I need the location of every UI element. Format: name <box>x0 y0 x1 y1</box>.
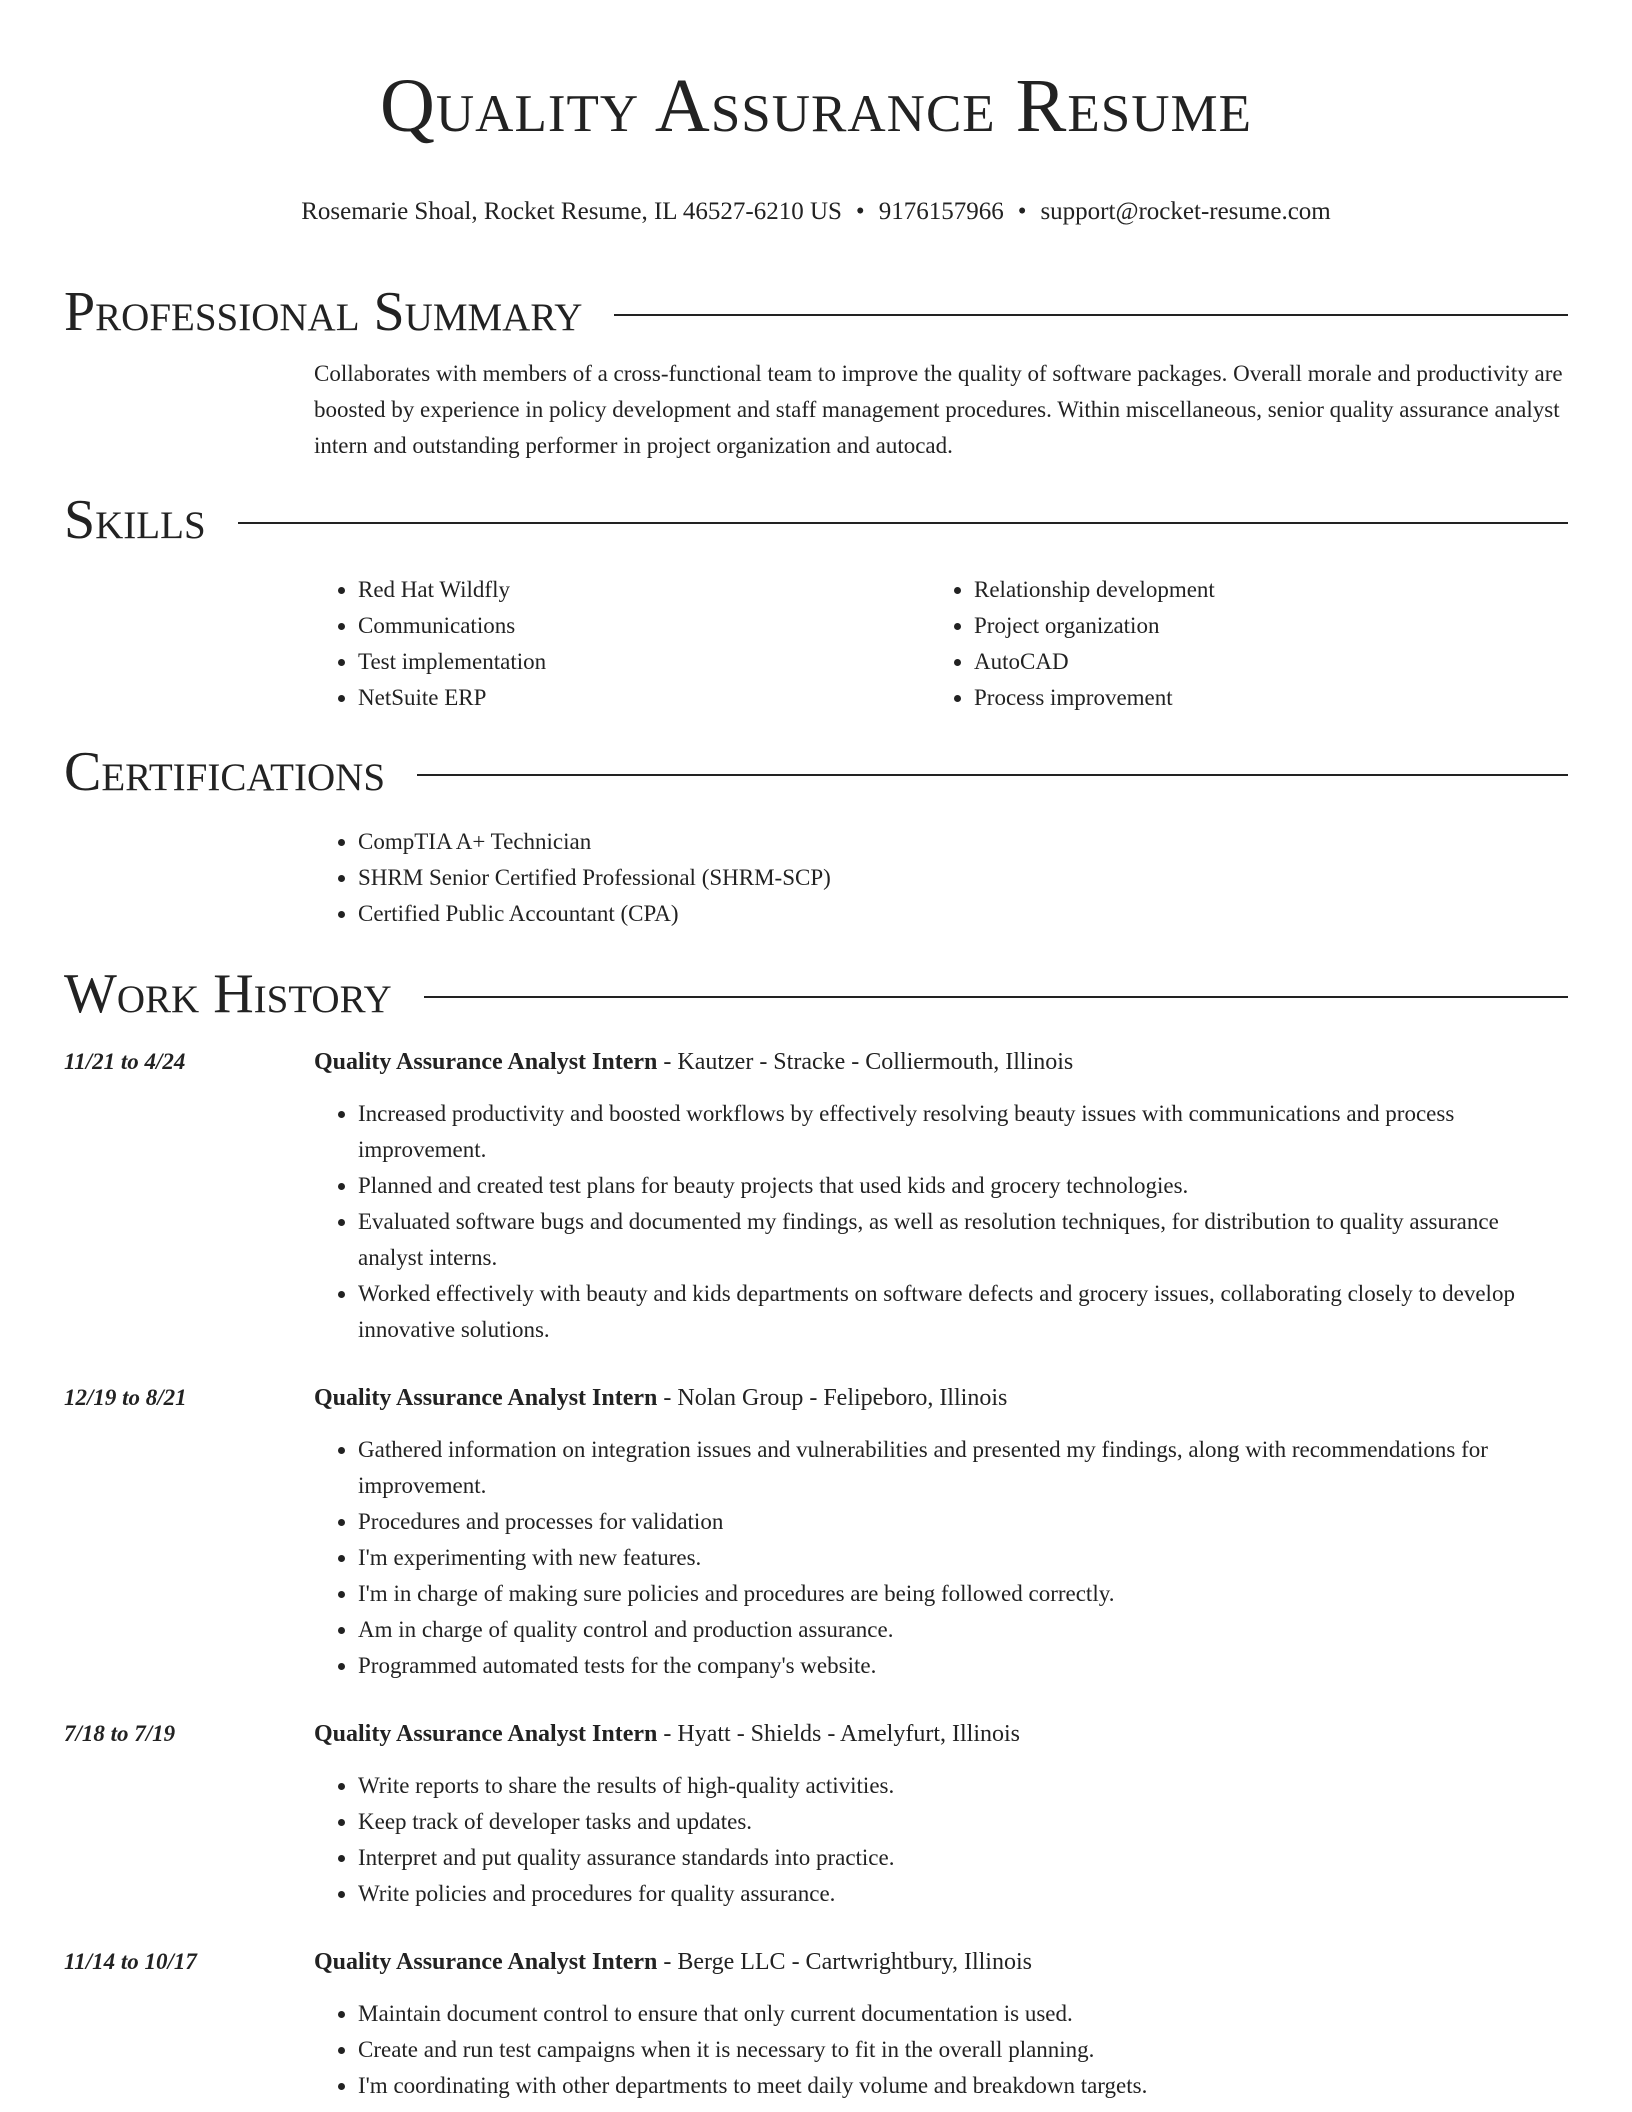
job-duties <box>314 1096 1568 1348</box>
certification-item: • Certified Public Accountant (CPA) <box>358 896 1568 932</box>
job-dates: 11/21 to 4/24 <box>64 1049 186 1074</box>
contact-address: Rosemarie Shoal, Rocket Resume, IL 46527-6210 US <box>301 198 842 225</box>
document-title: Quality Assurance Resume <box>380 64 1252 148</box>
job-header <box>314 1044 1568 1080</box>
job-entry <box>64 1716 1568 1912</box>
job-body <box>314 1380 1568 1684</box>
skills-heading: Skills <box>64 489 206 551</box>
job-company: - Hyatt - Shields - Amelyfurt, Illinois <box>657 1721 1020 1747</box>
job-duty-item: • Planned and created test plans for beauty projects that used kids and grocery technologies. <box>358 1168 1568 1204</box>
job-duty-item: • Increased productivity and boosted workflows by effectively resolving beauty issues with communications and process improvement. <box>358 1096 1568 1168</box>
section-divider <box>238 522 1568 524</box>
skill-item: • Test implementation <box>358 644 930 680</box>
job-dates: 11/14 to 10/17 <box>64 1949 197 1974</box>
summary-section-header <box>64 278 1568 346</box>
skill-item: • Relationship development <box>974 572 1546 608</box>
skills-section-header <box>64 486 1568 554</box>
job-header <box>314 1380 1568 1416</box>
skill-item: • NetSuite ERP <box>358 680 930 716</box>
job-duties <box>314 1768 1568 1912</box>
job-header <box>314 1716 1568 1752</box>
job-body <box>314 1044 1568 1348</box>
skills-column-right <box>930 572 1546 716</box>
job-duty-item: • Am in charge of quality control and production assurance. <box>358 1612 1568 1648</box>
job-duty-item: • Write reports to share the results of high-quality activities. <box>358 1768 1568 1804</box>
job-dates: 7/18 to 7/19 <box>64 1721 176 1746</box>
work-heading: Work History <box>64 963 392 1025</box>
skill-item: • Process improvement <box>974 680 1546 716</box>
job-title: Quality Assurance Analyst Intern <box>314 1385 658 1411</box>
contact-phone: 9176157966 <box>878 198 1004 225</box>
job-duty-item: • I'm experimenting with new features. <box>358 1540 1568 1576</box>
job-duty-item: • Programmed automated tests for the company's website. <box>358 1648 1568 1684</box>
job-duty-item: • Create and run test campaigns when it is necessary to fit in the overall planning. <box>358 2032 1568 2068</box>
job-company: - Kautzer - Stracke - Colliermouth, Illinois <box>657 1049 1074 1075</box>
contact-separator: • <box>855 198 865 225</box>
job-duty-item: • Evaluated software bugs and documented my findings, as well as resolution techniques, for distribution to quality assurance analyst interns. <box>358 1204 1568 1276</box>
job-dates: 12/19 to 8/21 <box>64 1385 187 1410</box>
contact-separator: • <box>1017 198 1027 225</box>
job-duty-item: • Maintain document control to ensure that only current documentation is used. <box>358 1996 1568 2032</box>
job-duty-item: • Interpret and put quality assurance standards into practice. <box>358 1840 1568 1876</box>
certifications-heading: Certifications <box>64 741 386 803</box>
job-duty-item: • Write policies and procedures for quality assurance. <box>358 1876 1568 1912</box>
summary-heading: Professional Summary <box>64 281 583 343</box>
job-duties <box>314 1432 1568 1684</box>
job-body <box>314 1716 1568 1912</box>
job-duty-item: • I'm coordinating with other departments to meet daily volume and breakdown targets. <box>358 2068 1568 2104</box>
skill-item: • AutoCAD <box>974 644 1546 680</box>
skills-list <box>314 572 1568 716</box>
job-title: Quality Assurance Analyst Intern <box>314 1721 658 1747</box>
section-divider <box>417 774 1568 776</box>
skill-item: • Red Hat Wildfly <box>358 572 930 608</box>
section-divider <box>424 996 1568 998</box>
work-section-header <box>64 960 1568 1028</box>
job-duty-item: • Keep track of developer tasks and updates. <box>358 1804 1568 1840</box>
job-duty-item: • Gathered information on integration issues and vulnerabilities and presented my findings, along with recommendations for improvement. <box>358 1432 1568 1504</box>
certification-item: • CompTIA A+ Technician <box>358 824 1568 860</box>
job-company: - Berge LLC - Cartwrightbury, Illinois <box>657 1949 1032 1975</box>
job-entry <box>64 1380 1568 1684</box>
job-header <box>314 1944 1568 1980</box>
section-divider <box>614 314 1568 316</box>
skill-item: • Communications <box>358 608 930 644</box>
skills-column-left <box>314 572 930 716</box>
job-entry <box>64 1044 1568 1348</box>
contact-email: support@rocket-resume.com <box>1040 198 1331 225</box>
certification-item: • SHRM Senior Certified Professional (SHRM-SCP) <box>358 860 1568 896</box>
certifications-section-header <box>64 738 1568 806</box>
job-duty-item: • Procedures and processes for validation <box>358 1504 1568 1540</box>
job-title: Quality Assurance Analyst Intern <box>314 1049 658 1075</box>
certifications-list <box>314 824 1568 932</box>
summary-text: Collaborates with members of a cross-functional team to improve the quality of software packages. Overall morale and productivity are boosted by experience in policy development and staff management procedures. Within miscellaneous, senior quality assurance analyst intern and outstanding performer in project organization and autocad. <box>314 361 1563 458</box>
job-company: - Nolan Group - Felipeboro, Illinois <box>657 1385 1008 1411</box>
job-entry <box>64 1944 1568 2104</box>
job-duties <box>314 1996 1568 2104</box>
job-body <box>314 1944 1568 2104</box>
skill-item: • Project organization <box>974 608 1546 644</box>
job-duty-item: • Worked effectively with beauty and kids departments on software defects and grocery issues, collaborating closely to develop innovative solutions. <box>358 1276 1568 1348</box>
contact-line <box>64 196 1568 228</box>
job-title: Quality Assurance Analyst Intern <box>314 1949 658 1975</box>
job-duty-item: • I'm in charge of making sure policies and procedures are being followed correctly. <box>358 1576 1568 1612</box>
